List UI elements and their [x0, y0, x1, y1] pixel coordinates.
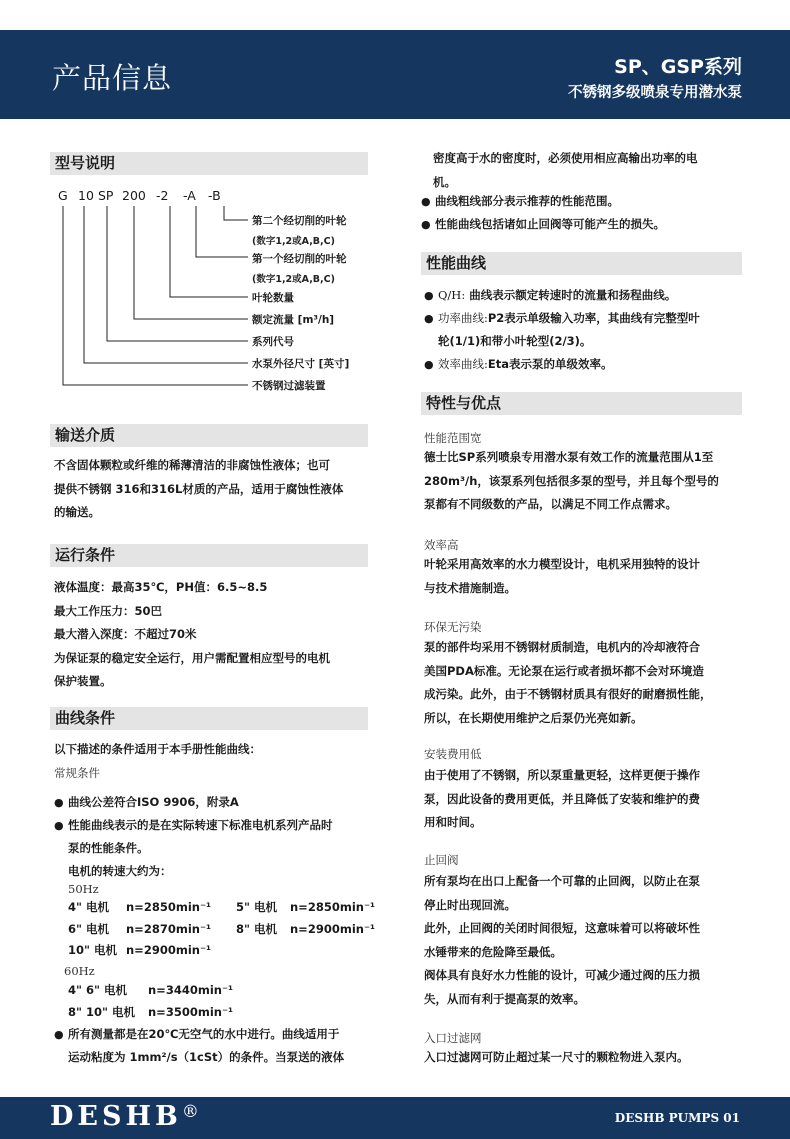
feature-title-check-valve: 止回阀: [424, 853, 459, 867]
continued-line: 密度高于水的密度时，必须使用相应高输出功率的电: [433, 151, 698, 165]
series-name: SP、GSP系列: [614, 56, 742, 78]
continued-line: 机。: [433, 174, 456, 189]
code-part-stages: -2: [156, 188, 169, 203]
operating-line: 为保证泵的稳定安全运行，用户需配置相应型号的电机: [54, 650, 330, 665]
brand-logo: DESHB®: [50, 1101, 199, 1132]
feature-text-environment: 泵的部件均采用不锈钢材质制造，电机内的冷却液符合 美国PDA标准。无论泵在运行或者损坏都不会对环境造 成污染。此外，由于不锈钢材质具有很好的耐磨损性能， 所以，在长期使用维护之后泵仍光亮如新。: [424, 640, 712, 725]
feature-title-efficiency: 效率高: [424, 538, 459, 552]
motor-speeds-50hz: [68, 897, 375, 962]
feature-text-range: 德士比SP系列喷泉专用潜水泵有效工作的流量范围从1至 280m³/h，该泵系列包括很多泵的型号，并且每个型号的 泵都有不同级数的产品，以满足不同工作点需求。: [424, 450, 719, 511]
label-rated-flow: 额定流量 [m³/h]: [252, 314, 335, 326]
page-title: 产品信息: [52, 61, 173, 95]
feature-text-cost: 由于使用了不锈钢，所以泵重量更轻，这样更便于操作 泵，因此设备的费用更低，并且降低了安装和维护的费 用和时间。: [424, 768, 700, 829]
curve-bullet-tolerance: ● 曲线公差符合ISO 9906，附录A: [54, 791, 374, 814]
feature-text-inlet-strainer: 入口过滤网可防止超过某一尺寸的颗粒物进入泵内。: [424, 1050, 689, 1064]
medium-line: 提供不锈钢 316和316L材质的产品，适用于腐蚀性液体: [54, 481, 344, 496]
operating-text: [54, 576, 374, 694]
motor-row: 10" 电机 n=2900min⁻¹: [68, 943, 212, 957]
registered-mark: ®: [181, 1102, 199, 1122]
bullet-dot-icon: ●: [424, 312, 434, 325]
motor-speeds-60hz: [68, 980, 233, 1023]
performance-item-power: ● 功率曲线:P2表示单级输入功率，其曲线有完整型叶 轮(1/1)和带小叶轮型(2/3)。: [424, 307, 749, 353]
code-part-flow: 200: [122, 188, 146, 203]
medium-line: 不含固体颗粒或纤维的稀薄清洁的非腐蚀性液体；也可: [54, 458, 330, 472]
motor-row: 4" 电机 n=2850min⁻¹ 5" 电机 n=2850min⁻¹: [68, 900, 376, 914]
feature-title-cost: 安装费用低: [424, 747, 482, 761]
medium-heading: 输送介质: [50, 424, 368, 447]
bullet-dot-icon: ●: [54, 1028, 64, 1041]
feature-title-range: 性能范围宽: [424, 431, 482, 445]
code-part-b: -B: [208, 188, 221, 203]
model-heading: 型号说明: [50, 152, 368, 175]
general-conditions-label: 常规条件: [54, 766, 100, 780]
page-number: DESHB PUMPS 01: [614, 1111, 740, 1125]
operating-line: 最大工作压力：50巴: [54, 603, 163, 618]
feature-text-check-valve: 所有泵均在出口上配备一个可靠的止回阀，以防止在泵 停止时出现回流。 此外，止回阀的关闭时间很短，这意味着可以将破坏性 水锤带来的危险降至最低。 阀体具有良好水力性能的设计，可减少通过阀的压力损 失，从而有利于提高泵的效率。: [424, 874, 700, 1006]
medium-text: [54, 454, 374, 525]
label-first-impeller: 第一个经切削的叶轮: [252, 253, 347, 265]
features-heading: 特性与优点: [421, 392, 742, 415]
label-series-code: 系列代号: [252, 336, 294, 348]
bullet-dot-icon: ●: [54, 796, 64, 809]
performance-item-qh: ● Q/H: 曲线表示额定转速时的流量和扬程曲线。: [424, 284, 749, 307]
operating-line: 液体温度：最高35℃，PH值：6.5~8.5: [54, 580, 268, 594]
feature-text-efficiency: 叶轮采用高效率的水力模型设计，电机采用独特的设计 与技术措施制造。: [424, 557, 700, 595]
freq-50hz-label: 50Hz: [68, 882, 99, 896]
bullet-dot-icon: ●: [424, 289, 434, 302]
curve-bullet-measurement: ● 所有测量都是在20℃无空气的水中进行。曲线适用于 运动粘度为 1mm²/s（1cSt）的条件。当泵送的液体: [54, 1023, 374, 1069]
bullet-dot-icon: ●: [54, 819, 64, 832]
feature-title-inlet-strainer: 入口过滤网: [424, 1031, 482, 1045]
bullet-dot-icon: ●: [424, 358, 434, 371]
model-connector-lines: [0, 0, 380, 400]
motor-row: 8" 10" 电机 n=3500min⁻¹: [68, 1004, 234, 1019]
feature-title-environment: 环保无污染: [424, 620, 482, 634]
label-impeller-count: 叶轮数量: [252, 292, 294, 304]
label-first-impeller-note: (数字1,2或A,B,C): [252, 274, 335, 285]
operating-line: 保护装置。: [54, 674, 112, 688]
label-pump-diameter: 水泵外径尺寸 [英寸]: [252, 358, 350, 370]
curve-bullet-losses: ● 性能曲线包括诸如止回阀等可能产生的损失。: [421, 213, 751, 236]
operating-heading: 运行条件: [50, 544, 368, 567]
code-part-size: 10: [78, 188, 94, 203]
curve-bullet-speed: ● 性能曲线表示的是在实际转速下标准电机系列产品时 泵的性能条件。 电机的转速大约为：: [54, 814, 374, 883]
curve-bullet-thick-line: ● 曲线粗线部分表示推荐的性能范围。: [421, 190, 751, 213]
performance-heading: 性能曲线: [421, 252, 742, 275]
series-subtitle: 不锈钢多级喷泉专用潜水泵: [568, 85, 742, 101]
curve-conditions-intro: 以下描述的条件适用于本手册性能曲线：: [54, 742, 261, 756]
performance-item-efficiency: ● 效率曲线:Eta表示泵的单级效率。: [424, 353, 749, 376]
label-filter: 不锈钢过滤装置: [252, 380, 326, 392]
medium-line: 的输送。: [54, 505, 100, 519]
curve-conditions-continued: [433, 147, 753, 194]
page-footer: [0, 1097, 790, 1139]
code-part-g: G: [58, 188, 68, 203]
curve-conditions-heading: 曲线条件: [50, 707, 368, 730]
label-second-impeller-note: (数字1,2或A,B,C): [252, 236, 335, 247]
bullet-dot-icon: ●: [421, 195, 431, 208]
motor-row: 4" 6" 电机 n=3440min⁻¹: [68, 983, 234, 997]
code-part-a: -A: [183, 188, 196, 203]
operating-line: 最大潜入深度：不超过70米: [54, 627, 197, 641]
bullet-dot-icon: ●: [421, 218, 431, 231]
code-part-series: SP: [98, 188, 114, 203]
freq-60hz-label: 60Hz: [64, 964, 95, 978]
label-second-impeller: 第二个经切削的叶轮: [252, 215, 347, 227]
motor-row: 6" 电机 n=2870min⁻¹ 8" 电机 n=2900min⁻¹: [68, 921, 376, 936]
